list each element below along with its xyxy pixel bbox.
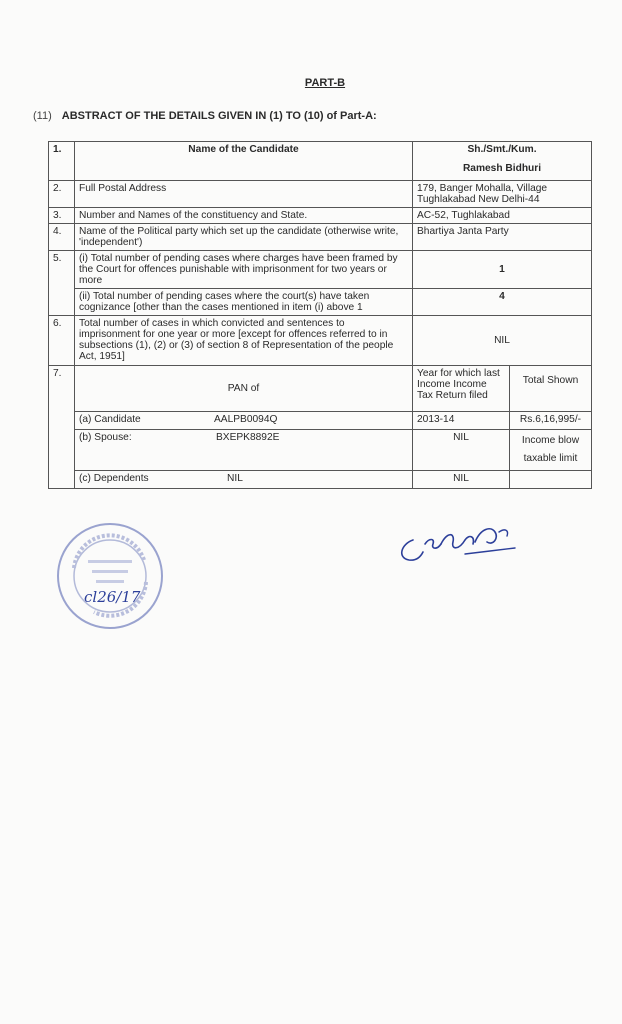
seal-handwritten-date: cl26/17 bbox=[84, 588, 141, 606]
signature-icon bbox=[395, 518, 525, 566]
table-row-pan-spouse bbox=[49, 430, 592, 471]
pan-entry-total: Rs.6,16,995/- bbox=[510, 412, 592, 430]
part-title: PART-B bbox=[304, 77, 346, 89]
pan-entry-total bbox=[510, 471, 592, 489]
pan-entry-who: (a) Candidate bbox=[79, 414, 141, 425]
table-row-convictions bbox=[49, 316, 592, 366]
candidate-name: Ramesh Bidhuri bbox=[462, 163, 542, 174]
row-label: (i) Total number of pending cases where charges have been framed by the Court for offences punishable with imprisonment for two years or more bbox=[75, 251, 413, 289]
pan-entry-number: BXEPK8892E bbox=[216, 432, 280, 443]
pan-header: PAN of bbox=[75, 366, 413, 412]
row-number: 5. bbox=[49, 251, 75, 316]
row-number: 6. bbox=[49, 316, 75, 366]
pan-entry-cell bbox=[75, 430, 413, 471]
row-value: Bhartiya Janta Party bbox=[413, 224, 592, 251]
pan-entry-cell bbox=[75, 471, 413, 489]
pan-entry-year: NIL bbox=[413, 471, 510, 489]
section-heading-text: ABSTRACT OF THE DETAILS GIVEN IN (1) TO (10) of Part-A: bbox=[61, 110, 377, 122]
pan-entry-year: 2013-14 bbox=[413, 412, 510, 430]
pending-cases-cognizance-value: 4 bbox=[413, 289, 592, 316]
table-row-candidate-name bbox=[49, 142, 592, 181]
table-row bbox=[49, 224, 592, 251]
table-row bbox=[49, 181, 592, 208]
row-label: Name of the Political party which set up the candidate (otherwise write, 'independent') bbox=[75, 224, 413, 251]
pan-entry-total: Income blow taxable limit bbox=[510, 430, 592, 471]
row-number: 2. bbox=[49, 181, 75, 208]
pan-entry-year: NIL bbox=[413, 430, 510, 471]
table-row-pending-cases-cognizance bbox=[49, 289, 592, 316]
pan-entry-cell bbox=[75, 412, 413, 430]
year-header: Year for which last Income Income Tax Return filed bbox=[413, 366, 510, 412]
row-number: 1. bbox=[49, 142, 75, 181]
section-number: (11) bbox=[33, 110, 52, 122]
total-header: Total Shown bbox=[510, 366, 592, 412]
candidate-prefix: Sh./Smt./Kum. bbox=[467, 144, 537, 155]
pan-entry-who: (c) Dependents bbox=[79, 473, 149, 484]
abstract-table bbox=[48, 141, 592, 489]
pending-cases-framed-value: 1 bbox=[413, 251, 592, 289]
candidate-name-cell bbox=[413, 142, 592, 181]
pan-entry-number: NIL bbox=[227, 473, 243, 484]
candidate-name-label: Name of the Candidate bbox=[75, 142, 413, 181]
row-number: 7. bbox=[49, 366, 75, 489]
row-label: Full Postal Address bbox=[75, 181, 413, 208]
row-label: Number and Names of the constituency and State. bbox=[75, 208, 413, 224]
row-value: AC-52, Tughlakabad bbox=[413, 208, 592, 224]
row-number: 3. bbox=[49, 208, 75, 224]
row-number: 4. bbox=[49, 224, 75, 251]
row-label: Total number of cases in which convicted and sentences to imprisonment for one year or more [except for offences referred to in subsections (1), (2) or (3) of section 8 of Representation of the people Act, 1951] bbox=[75, 316, 413, 366]
row-value: 179, Banger Mohalla, Village Tughlakabad New Delhi-44 bbox=[413, 181, 592, 208]
pan-entry-who: (b) Spouse: bbox=[79, 432, 132, 443]
table-row-pan-dependents bbox=[49, 471, 592, 489]
table-row bbox=[49, 208, 592, 224]
notary-seal-icon bbox=[54, 520, 166, 632]
table-row-pan-header bbox=[49, 366, 592, 412]
table-row-pending-cases-framed bbox=[49, 251, 592, 289]
row-label: (ii) Total number of pending cases where the court(s) have taken cognizance [other than the cases mentioned in item (i) above 1 bbox=[75, 289, 413, 316]
section-heading bbox=[33, 110, 377, 122]
convictions-value: NIL bbox=[413, 316, 592, 366]
pan-entry-number: AALPB0094Q bbox=[214, 414, 278, 425]
table-row-pan-candidate bbox=[49, 412, 592, 430]
